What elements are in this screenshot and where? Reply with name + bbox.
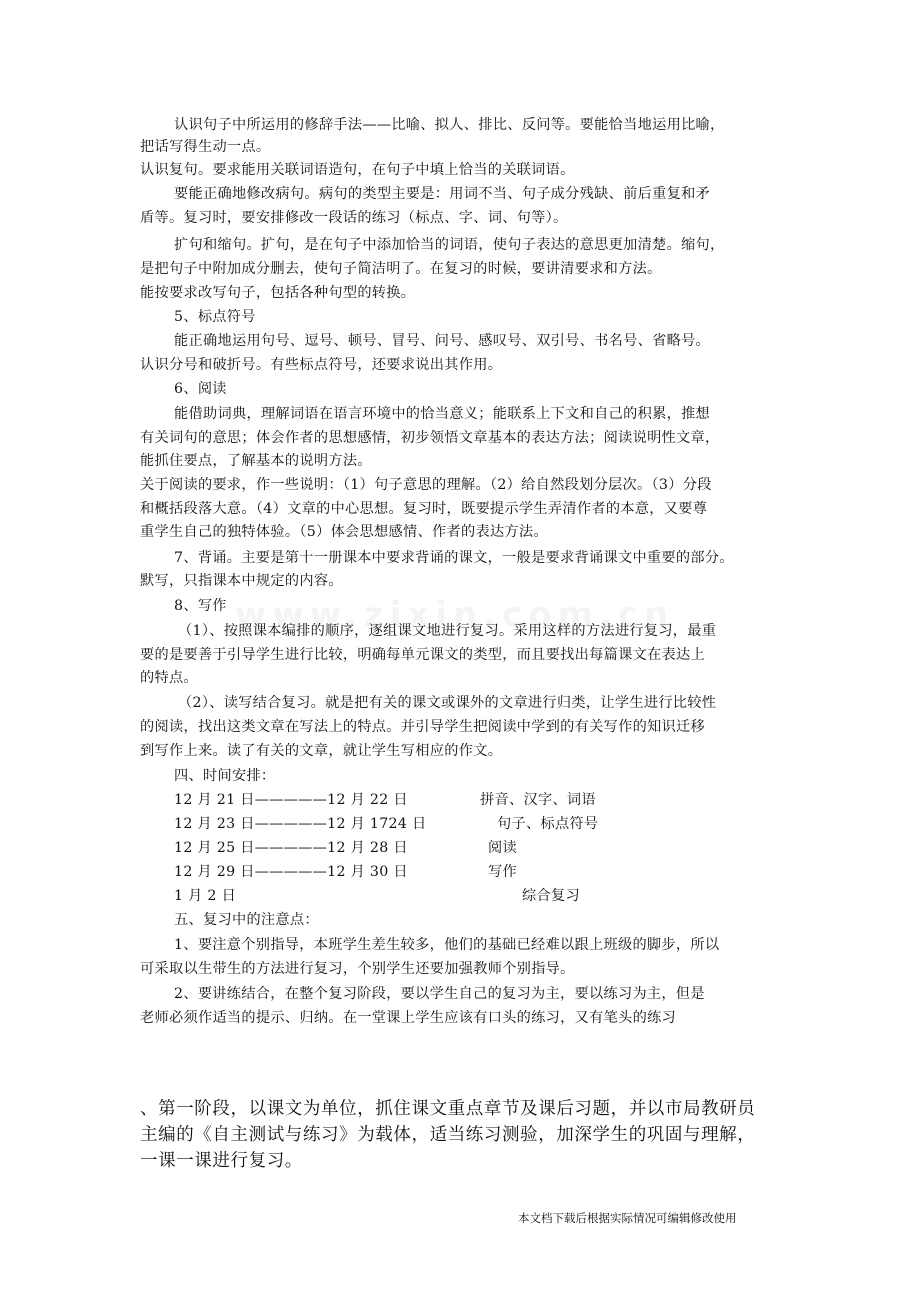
paragraph-line: 2、要讲练结合，在整个复习阶段，要以学生自己的复习为主，要以练习为主，但是 — [174, 986, 705, 1002]
section-heading: 6、阅读 — [174, 381, 227, 397]
section-heading: 5、标点符号 — [174, 309, 256, 325]
schedule-dates: 12 月 29 日—————12 月 30 日 — [174, 864, 408, 880]
paragraph-line: 可采取以生带生的方法进行复习，个别学生还要加强教师个别指导。 — [140, 961, 575, 977]
paragraph-line: 老师必须作适当的提示、归纳。在一堂课上学生应该有口头的练习，又有笔头的练习 — [140, 1010, 677, 1026]
paragraph-line: 1、要注意个别指导，本班学生差生较多，他们的基础已经难以跟上班级的脚步，所以 — [174, 937, 720, 953]
paragraph-line: 的特点。 — [140, 670, 198, 686]
schedule-topic: 综合复习 — [522, 888, 580, 904]
footer-note: 本文档下载后根据实际情况可编辑修改使用 — [518, 1211, 737, 1225]
paragraph-line: 盾等。复习时，要安排修改一段话的练习（标点、字、词、句等）。 — [140, 210, 568, 226]
paragraph-line: 认识句子中所运用的修辞手法——比喻、拟人、排比、反问等。要能恰当地运用比喻， — [174, 117, 725, 133]
paragraph-line: 有关词句的意思；体会作者的思想感情，初步领悟文章基本的表达方法；阅读说明性文章， — [140, 430, 720, 446]
paragraph-line: 能抓住要点，了解基本的说明方法。 — [140, 453, 372, 469]
paragraph-line: 认识分号和破折号。有些标点符号，还要求说出其作用。 — [140, 357, 503, 373]
schedule-topic: 写作 — [488, 864, 517, 880]
schedule-topic: 句子、标点符号 — [497, 816, 599, 832]
section-heading: 五、复习中的注意点： — [174, 912, 319, 928]
section-heading: 8、写作 — [174, 598, 227, 614]
schedule-topic: 阅读 — [488, 840, 517, 856]
stage-line: 一课一课进行复习。 — [140, 1151, 303, 1171]
paragraph-line: 关于阅读的要求，作一些说明：（1）句子意思的理解。（2）给自然段划分层次。（3）分段 — [140, 477, 712, 493]
paragraph-line: （2）、读写结合复习。就是把有关的课文或课外的文章进行归类，让学生进行比较性 — [178, 695, 717, 711]
schedule-dates: 1 月 2 日 — [174, 888, 237, 904]
schedule-dates: 12 月 23 日—————12 月 1724 日 — [174, 816, 427, 832]
paragraph-line: 和概括段落大意。（4）文章的中心思想。复习时，既要提示学生弄清作者的本意，又要尊 — [140, 501, 708, 517]
paragraph-line: 重学生自己的独特体验。（5）体会思想感情、作者的表达方法。 — [140, 524, 548, 540]
paragraph-line: 能正确地运用句号、逗号、顿号、冒号、问号、感叹号、双引号、书名号、省略号。 — [174, 333, 711, 349]
paragraph-line: （1）、按照课本编排的顺序，逐组课文地进行复习。采用这样的方法进行复习，最重 — [178, 623, 717, 639]
schedule-topic: 拼音、汉字、词语 — [480, 792, 596, 808]
paragraph-line: 到写作上来。读了有关的文章，就让学生写相应的作文。 — [140, 743, 503, 759]
paragraph-line: 能按要求改写句子，包括各种句型的转换。 — [140, 285, 416, 301]
paragraph-line: 能借助词典，理解词语在语言环境中的恰当意义；能联系上下文和自己的积累，推想 — [174, 406, 711, 422]
paragraph-line: 认识复句。要求能用关联词语造句，在句子中填上恰当的关联词语。 — [140, 162, 575, 178]
paragraph-line: 扩句和缩句。扩句，是在句子中添加恰当的词语，使句子表达的意思更加清楚。缩句， — [174, 237, 725, 253]
stage-line: 主编的《自主测试与练习》为载体，适当练习测验，加深学生的巩固与理解， — [140, 1125, 756, 1145]
paragraph-line: 的阅读，找出这类文章在写法上的特点。并引导学生把阅读中学到的有关写作的知识迁移 — [140, 719, 706, 735]
schedule-dates: 12 月 21 日—————12 月 22 日 — [174, 792, 408, 808]
paragraph-line: 默写，只指课本中规定的内容。 — [140, 573, 343, 589]
paragraph-line: 7、背诵。主要是第十一册课本中要求背诵的课文，一般是要求背诵课文中重要的部分。 — [174, 550, 734, 566]
stage-line: 、第一阶段，以课文为单位，抓住课文重点章节及课后习题，并以市局教研员 — [140, 1099, 756, 1119]
paragraph-line: 要能正确地修改病句。病句的类型主要是：用词不当、句子成分残缺、前后重复和矛 — [174, 186, 711, 202]
paragraph-line: 把话写得生动一点。 — [140, 139, 271, 155]
paragraph-line: 要的是要善于引导学生进行比较，明确每单元课文的类型，而且要找出每篇课文在表达上 — [140, 647, 706, 663]
section-heading: 四、时间安排： — [174, 768, 276, 784]
paragraph-line: 是把句子中附加成分删去，使句子简洁明了。在复习的时候，要讲清要求和方法。 — [140, 261, 662, 277]
schedule-dates: 12 月 25 日—————12 月 28 日 — [174, 840, 408, 856]
